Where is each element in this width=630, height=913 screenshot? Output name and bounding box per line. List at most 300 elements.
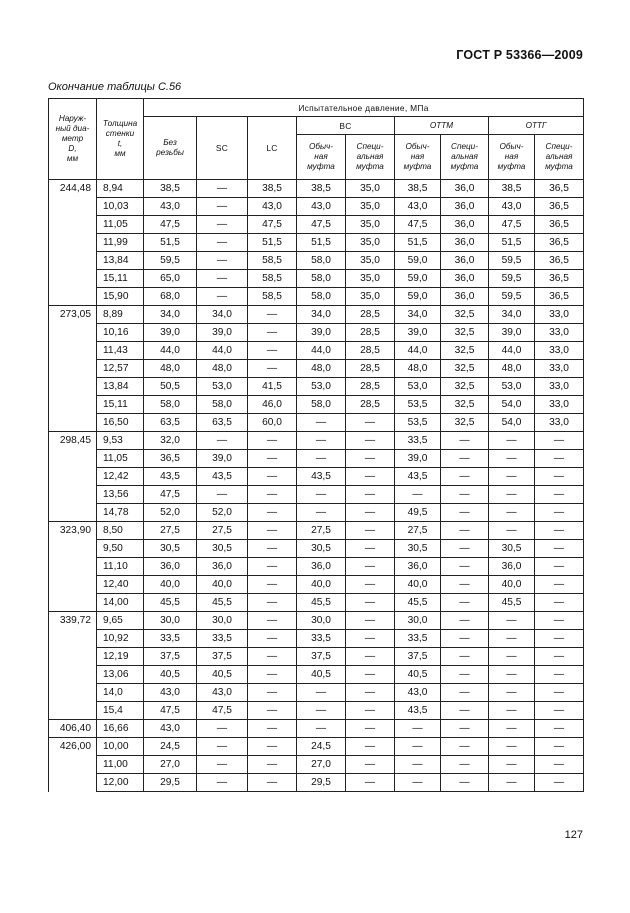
cell-bc-special: —: [346, 684, 395, 702]
cell-sc: 43,0: [197, 684, 248, 702]
cell-ottm-regular: 39,0: [395, 450, 441, 468]
cell-sc: 30,0: [197, 612, 248, 630]
cell-ottm-regular: 43,0: [395, 684, 441, 702]
cell-bc-regular: 51,5: [297, 234, 346, 252]
cell-diameter: 273,05: [49, 306, 97, 432]
cell-thickness: 13,84: [97, 378, 144, 396]
cell-ottg-special: —: [535, 774, 584, 792]
cell-ottg-special: 33,0: [535, 324, 584, 342]
cell-bc-regular: 44,0: [297, 342, 346, 360]
cell-ottm-regular: 34,0: [395, 306, 441, 324]
cell-thickness: 12,40: [97, 576, 144, 594]
cell-lc: —: [248, 738, 297, 756]
cell-no-thread: 33,5: [144, 630, 197, 648]
cell-thickness: 11,05: [97, 216, 144, 234]
cell-ottm-regular: 43,0: [395, 198, 441, 216]
cell-lc: —: [248, 522, 297, 540]
cell-ottg-special: 36,5: [535, 234, 584, 252]
table-row: [49, 774, 584, 792]
cell-thickness: 12,57: [97, 360, 144, 378]
cell-sc: 45,5: [197, 594, 248, 612]
cell-ottm-regular: —: [395, 774, 441, 792]
header-test-pressure: Испытательное давление, МПа: [144, 99, 584, 117]
cell-lc: —: [248, 648, 297, 666]
cell-bc-special: 35,0: [346, 234, 395, 252]
cell-ottg-regular: 38,5: [489, 180, 535, 198]
cell-bc-regular: 58,0: [297, 396, 346, 414]
cell-lc: 47,5: [248, 216, 297, 234]
table-row: [49, 612, 584, 630]
cell-sc: 40,0: [197, 576, 248, 594]
cell-ottm-regular: 40,5: [395, 666, 441, 684]
cell-lc: —: [248, 324, 297, 342]
cell-ottg-special: —: [535, 522, 584, 540]
cell-ottm-special: 36,0: [441, 198, 489, 216]
cell-ottm-regular: 37,5: [395, 648, 441, 666]
cell-ottm-special: —: [441, 432, 489, 450]
cell-ottg-regular: 59,5: [489, 270, 535, 288]
table-row: [49, 288, 584, 306]
cell-sc: 44,0: [197, 342, 248, 360]
cell-diameter: 323,90: [49, 522, 97, 612]
header-ottg-special-text: Специ- альная муфта: [545, 142, 573, 171]
cell-ottm-regular: —: [395, 486, 441, 504]
cell-ottm-special: —: [441, 486, 489, 504]
cell-sc: 48,0: [197, 360, 248, 378]
cell-thickness: 11,10: [97, 558, 144, 576]
header-bc-regular-text: Обыч- ная муфта: [307, 142, 335, 171]
cell-no-thread: 27,0: [144, 756, 197, 774]
cell-ottm-special: 36,0: [441, 180, 489, 198]
cell-ottm-regular: 27,5: [395, 522, 441, 540]
cell-no-thread: 37,5: [144, 648, 197, 666]
cell-no-thread: 68,0: [144, 288, 197, 306]
cell-lc: 58,5: [248, 252, 297, 270]
header-no-thread: [144, 117, 197, 180]
cell-ottm-special: —: [441, 576, 489, 594]
cell-ottm-special: —: [441, 504, 489, 522]
cell-ottm-special: 36,0: [441, 216, 489, 234]
cell-bc-regular: —: [297, 432, 346, 450]
cell-bc-special: —: [346, 720, 395, 738]
header-ottg-special: [535, 135, 584, 180]
cell-lc: —: [248, 360, 297, 378]
cell-thickness: 14,78: [97, 504, 144, 522]
header-lc: LC: [248, 117, 297, 180]
cell-lc: —: [248, 558, 297, 576]
cell-bc-special: 28,5: [346, 306, 395, 324]
cell-bc-regular: 29,5: [297, 774, 346, 792]
cell-bc-regular: 45,5: [297, 594, 346, 612]
cell-thickness: 10,03: [97, 198, 144, 216]
cell-ottg-special: —: [535, 684, 584, 702]
cell-ottg-regular: —: [489, 648, 535, 666]
table-row: [49, 504, 584, 522]
cell-sc: —: [197, 252, 248, 270]
cell-ottm-special: 36,0: [441, 252, 489, 270]
cell-no-thread: 38,5: [144, 180, 197, 198]
table-row: [49, 378, 584, 396]
cell-ottg-regular: —: [489, 738, 535, 756]
table-row: [49, 648, 584, 666]
table-row: [49, 342, 584, 360]
cell-ottg-special: —: [535, 468, 584, 486]
cell-no-thread: 30,5: [144, 540, 197, 558]
cell-ottg-special: 36,5: [535, 270, 584, 288]
cell-bc-special: 35,0: [346, 252, 395, 270]
cell-diameter: 298,45: [49, 432, 97, 522]
table-row: [49, 702, 584, 720]
table-row: [49, 306, 584, 324]
cell-bc-special: 28,5: [346, 378, 395, 396]
cell-bc-special: 28,5: [346, 396, 395, 414]
cell-ottg-regular: —: [489, 756, 535, 774]
cell-sc: —: [197, 288, 248, 306]
cell-bc-special: —: [346, 486, 395, 504]
cell-no-thread: 29,5: [144, 774, 197, 792]
table-row: [49, 666, 584, 684]
cell-ottm-special: 32,5: [441, 396, 489, 414]
cell-ottg-regular: —: [489, 630, 535, 648]
cell-thickness: 10,00: [97, 738, 144, 756]
cell-sc: 27,5: [197, 522, 248, 540]
cell-ottg-special: —: [535, 450, 584, 468]
cell-thickness: 9,65: [97, 612, 144, 630]
cell-ottg-regular: 54,0: [489, 414, 535, 432]
cell-lc: —: [248, 576, 297, 594]
cell-sc: 34,0: [197, 306, 248, 324]
cell-no-thread: 51,5: [144, 234, 197, 252]
cell-ottg-regular: —: [489, 504, 535, 522]
cell-ottg-regular: 40,0: [489, 576, 535, 594]
cell-ottm-special: —: [441, 450, 489, 468]
cell-ottm-special: —: [441, 468, 489, 486]
cell-lc: 58,5: [248, 288, 297, 306]
cell-ottg-regular: —: [489, 522, 535, 540]
cell-diameter: 244,48: [49, 180, 97, 306]
cell-ottg-regular: —: [489, 432, 535, 450]
cell-thickness: 14,0: [97, 684, 144, 702]
cell-ottg-special: 33,0: [535, 306, 584, 324]
cell-ottm-regular: 40,0: [395, 576, 441, 594]
cell-bc-regular: —: [297, 414, 346, 432]
cell-ottm-special: —: [441, 720, 489, 738]
cell-no-thread: 36,5: [144, 450, 197, 468]
header-ottm-special: [441, 135, 489, 180]
cell-lc: —: [248, 684, 297, 702]
cell-lc: —: [248, 432, 297, 450]
cell-ottg-special: 36,5: [535, 180, 584, 198]
cell-thickness: 11,05: [97, 450, 144, 468]
cell-bc-regular: —: [297, 486, 346, 504]
cell-no-thread: 47,5: [144, 216, 197, 234]
cell-thickness: 12,00: [97, 774, 144, 792]
cell-lc: —: [248, 342, 297, 360]
cell-bc-special: 28,5: [346, 342, 395, 360]
cell-sc: 40,5: [197, 666, 248, 684]
cell-ottm-special: 32,5: [441, 324, 489, 342]
cell-lc: —: [248, 702, 297, 720]
header-bc: BC: [297, 117, 395, 135]
cell-bc-regular: 58,0: [297, 252, 346, 270]
cell-sc: —: [197, 270, 248, 288]
cell-bc-special: —: [346, 774, 395, 792]
table-row: [49, 522, 584, 540]
cell-bc-regular: 43,0: [297, 198, 346, 216]
cell-ottg-special: 36,5: [535, 216, 584, 234]
cell-thickness: 8,94: [97, 180, 144, 198]
cell-no-thread: 65,0: [144, 270, 197, 288]
cell-bc-regular: 43,5: [297, 468, 346, 486]
cell-ottm-special: —: [441, 612, 489, 630]
table-row: [49, 432, 584, 450]
cell-ottm-regular: 33,5: [395, 630, 441, 648]
cell-no-thread: 44,0: [144, 342, 197, 360]
cell-ottg-special: —: [535, 432, 584, 450]
cell-sc: —: [197, 198, 248, 216]
cell-ottg-regular: —: [489, 612, 535, 630]
cell-ottm-regular: 59,0: [395, 288, 441, 306]
cell-ottm-regular: 43,5: [395, 468, 441, 486]
cell-sc: 52,0: [197, 504, 248, 522]
cell-thickness: 14,00: [97, 594, 144, 612]
cell-bc-regular: 34,0: [297, 306, 346, 324]
cell-thickness: 15,11: [97, 270, 144, 288]
cell-ottg-regular: —: [489, 684, 535, 702]
cell-thickness: 11,43: [97, 342, 144, 360]
cell-no-thread: 50,5: [144, 378, 197, 396]
cell-lc: —: [248, 486, 297, 504]
cell-lc: —: [248, 540, 297, 558]
cell-ottg-regular: —: [489, 720, 535, 738]
cell-no-thread: 47,5: [144, 702, 197, 720]
cell-sc: —: [197, 234, 248, 252]
cell-thickness: 16,50: [97, 414, 144, 432]
cell-ottg-special: —: [535, 576, 584, 594]
cell-ottg-special: —: [535, 648, 584, 666]
table-row: [49, 414, 584, 432]
cell-no-thread: 36,0: [144, 558, 197, 576]
cell-ottg-special: —: [535, 594, 584, 612]
cell-sc: 63,5: [197, 414, 248, 432]
cell-ottm-regular: 43,5: [395, 702, 441, 720]
cell-ottm-regular: 36,0: [395, 558, 441, 576]
cell-ottg-special: 33,0: [535, 378, 584, 396]
header-thickness-text: Толщина стенки t, мм: [102, 119, 138, 158]
table-row: [49, 720, 584, 738]
cell-thickness: 8,50: [97, 522, 144, 540]
cell-ottm-regular: —: [395, 720, 441, 738]
cell-bc-regular: 33,5: [297, 630, 346, 648]
cell-no-thread: 40,0: [144, 576, 197, 594]
cell-ottg-regular: 53,0: [489, 378, 535, 396]
cell-bc-regular: 39,0: [297, 324, 346, 342]
cell-lc: 43,0: [248, 198, 297, 216]
cell-sc: 30,5: [197, 540, 248, 558]
cell-lc: —: [248, 630, 297, 648]
cell-sc: 39,0: [197, 450, 248, 468]
cell-no-thread: 24,5: [144, 738, 197, 756]
cell-ottm-special: —: [441, 522, 489, 540]
cell-no-thread: 52,0: [144, 504, 197, 522]
cell-thickness: 15,90: [97, 288, 144, 306]
cell-bc-special: 35,0: [346, 198, 395, 216]
cell-ottg-special: —: [535, 720, 584, 738]
cell-thickness: 15,4: [97, 702, 144, 720]
cell-ottm-special: 32,5: [441, 360, 489, 378]
cell-ottm-special: 32,5: [441, 378, 489, 396]
cell-no-thread: 43,0: [144, 720, 197, 738]
cell-no-thread: 30,0: [144, 612, 197, 630]
cell-bc-regular: 30,0: [297, 612, 346, 630]
header-bc-regular: [297, 135, 346, 180]
cell-bc-regular: —: [297, 702, 346, 720]
header-sc: SC: [197, 117, 248, 180]
table-row: [49, 216, 584, 234]
cell-ottg-regular: 44,0: [489, 342, 535, 360]
cell-thickness: 12,42: [97, 468, 144, 486]
cell-lc: —: [248, 594, 297, 612]
cell-thickness: 11,99: [97, 234, 144, 252]
cell-ottm-regular: 38,5: [395, 180, 441, 198]
cell-thickness: 13,06: [97, 666, 144, 684]
cell-thickness: 10,92: [97, 630, 144, 648]
cell-bc-regular: 53,0: [297, 378, 346, 396]
table-row: [49, 576, 584, 594]
cell-bc-special: —: [346, 522, 395, 540]
cell-bc-special: —: [346, 612, 395, 630]
table-row: [49, 450, 584, 468]
cell-ottg-regular: —: [489, 468, 535, 486]
cell-sc: —: [197, 216, 248, 234]
cell-ottm-regular: 53,0: [395, 378, 441, 396]
table-caption: Окончание таблицы С.56: [48, 81, 182, 93]
table-row: [49, 198, 584, 216]
cell-ottm-regular: 47,5: [395, 216, 441, 234]
cell-ottm-regular: —: [395, 756, 441, 774]
cell-ottg-regular: 48,0: [489, 360, 535, 378]
cell-bc-regular: 30,5: [297, 540, 346, 558]
cell-no-thread: 59,5: [144, 252, 197, 270]
cell-ottm-special: 32,5: [441, 414, 489, 432]
cell-bc-special: —: [346, 702, 395, 720]
cell-bc-special: —: [346, 432, 395, 450]
cell-no-thread: 27,5: [144, 522, 197, 540]
cell-ottg-regular: 43,0: [489, 198, 535, 216]
cell-ottg-special: 36,5: [535, 252, 584, 270]
cell-thickness: 13,84: [97, 252, 144, 270]
cell-ottm-special: —: [441, 738, 489, 756]
table-body: [49, 180, 584, 792]
cell-sc: 36,0: [197, 558, 248, 576]
cell-bc-regular: 38,5: [297, 180, 346, 198]
cell-ottg-regular: 54,0: [489, 396, 535, 414]
cell-lc: 41,5: [248, 378, 297, 396]
header-ottm: ОТТМ: [395, 117, 489, 135]
cell-ottg-special: —: [535, 630, 584, 648]
cell-ottg-regular: 59,5: [489, 252, 535, 270]
cell-ottg-special: 33,0: [535, 342, 584, 360]
cell-diameter: 426,00: [49, 738, 97, 792]
cell-ottm-special: —: [441, 594, 489, 612]
cell-ottg-regular: —: [489, 666, 535, 684]
cell-thickness: 12,19: [97, 648, 144, 666]
cell-bc-special: —: [346, 594, 395, 612]
table-row: [49, 324, 584, 342]
cell-lc: —: [248, 612, 297, 630]
cell-ottg-special: 36,5: [535, 198, 584, 216]
cell-lc: —: [248, 450, 297, 468]
header-bc-special-text: Специ- альная муфта: [356, 142, 384, 171]
header-ottg-regular-text: Обыч- ная муфта: [497, 142, 526, 171]
cell-sc: —: [197, 720, 248, 738]
cell-ottm-special: 32,5: [441, 342, 489, 360]
cell-diameter: 339,72: [49, 612, 97, 720]
cell-lc: —: [248, 720, 297, 738]
cell-ottm-regular: 49,5: [395, 504, 441, 522]
cell-bc-regular: 40,0: [297, 576, 346, 594]
cell-ottg-special: —: [535, 738, 584, 756]
pressure-table: [48, 98, 584, 792]
table-row: [49, 360, 584, 378]
cell-sc: —: [197, 180, 248, 198]
cell-lc: 60,0: [248, 414, 297, 432]
cell-no-thread: 39,0: [144, 324, 197, 342]
table-row: [49, 684, 584, 702]
cell-bc-regular: 27,5: [297, 522, 346, 540]
cell-bc-regular: 58,0: [297, 270, 346, 288]
cell-bc-special: —: [346, 468, 395, 486]
cell-sc: —: [197, 738, 248, 756]
cell-ottm-regular: —: [395, 738, 441, 756]
cell-thickness: 13,56: [97, 486, 144, 504]
cell-ottg-special: —: [535, 540, 584, 558]
cell-ottm-special: —: [441, 630, 489, 648]
cell-no-thread: 34,0: [144, 306, 197, 324]
header-ottm-regular-text: Обыч- ная муфта: [403, 142, 432, 171]
cell-sc: 43,5: [197, 468, 248, 486]
cell-bc-special: —: [346, 540, 395, 558]
cell-bc-regular: 40,5: [297, 666, 346, 684]
table-row: [49, 486, 584, 504]
cell-lc: 38,5: [248, 180, 297, 198]
cell-bc-special: 35,0: [346, 216, 395, 234]
header-bc-special: [346, 135, 395, 180]
cell-no-thread: 58,0: [144, 396, 197, 414]
cell-ottm-regular: 59,0: [395, 270, 441, 288]
cell-ottm-regular: 45,5: [395, 594, 441, 612]
table-row: [49, 630, 584, 648]
cell-lc: 51,5: [248, 234, 297, 252]
cell-lc: —: [248, 756, 297, 774]
header-ottm-regular: [395, 135, 441, 180]
cell-ottm-regular: 30,5: [395, 540, 441, 558]
cell-no-thread: 43,0: [144, 684, 197, 702]
cell-ottg-regular: —: [489, 774, 535, 792]
cell-no-thread: 40,5: [144, 666, 197, 684]
cell-ottg-regular: —: [489, 486, 535, 504]
cell-bc-regular: —: [297, 720, 346, 738]
cell-sc: —: [197, 432, 248, 450]
cell-sc: 39,0: [197, 324, 248, 342]
cell-ottm-special: 36,0: [441, 288, 489, 306]
cell-ottg-special: —: [535, 504, 584, 522]
table-row: [49, 270, 584, 288]
cell-lc: —: [248, 306, 297, 324]
cell-ottm-regular: 59,0: [395, 252, 441, 270]
cell-bc-special: —: [346, 504, 395, 522]
cell-bc-special: —: [346, 450, 395, 468]
